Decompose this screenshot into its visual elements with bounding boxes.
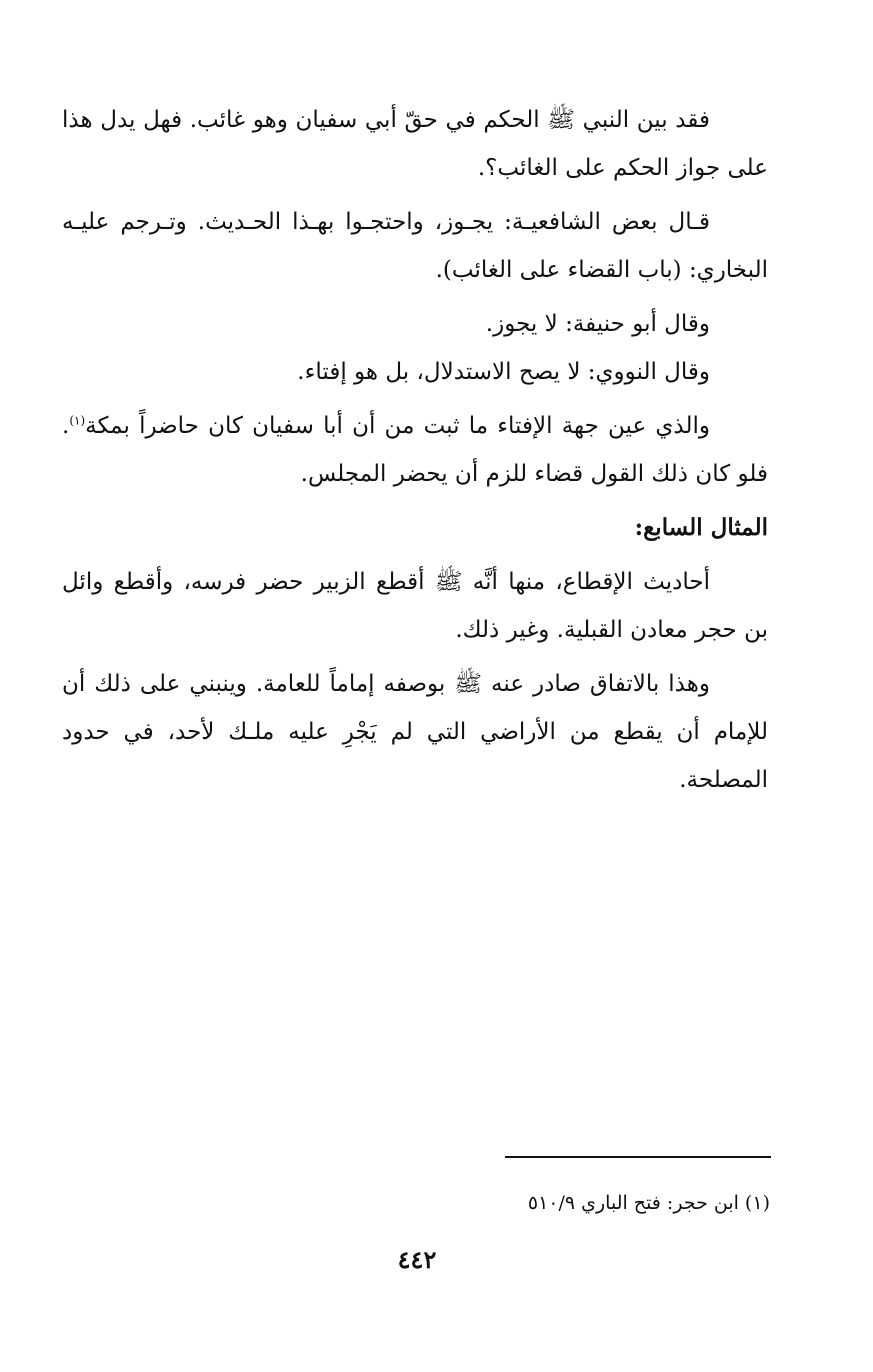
footnote: (١) ابن حجر: فتح الباري ٥١٠/٩ [527,1192,770,1214]
paragraph-2: قـال بعض الشافعيـة: يجـوز، واحتجـوا بهـذا الحـديث. وتـرجم عليـه البخاري: (باب القضاء على الغائب). [62,209,768,283]
paragraph-5-text-end: . فلو كان ذلك القول قضاء للزم أن يحضر المجلس. [62,413,768,487]
page-number: ٤٤٢ [397,1245,437,1274]
paragraph-4: وقال النووي: لا يصح الاستدلال، بل هو إفتاء. [297,359,710,385]
paragraph-3: وقال أبو حنيفة: لا يجوز. [485,311,710,337]
footnote-reference[interactable]: (١) [69,413,86,428]
paragraph-6: أحاديث الإقطاع، منها أنَّه ﷺ أقطع الزبير حضر فرسه، وأقطع وائل بن حجر معادن القبلية. وغير ذلك. [62,569,768,643]
paragraph-5-text-start: والذي عين جهة الإفتاء ما ثبت من أن أبا سفيان كان حاضراً بمكة [85,413,710,439]
page-body [62,96,768,804]
paragraph-1: فقد بين النبي ﷺ الحكم في حقّ أبي سفيان وهو غائب. فهل يدل هذا على جواز الحكم على الغائب؟. [62,107,768,181]
paragraph-7: وهذا بالاتفاق صادر عنه ﷺ بوصفه إماماً للعامة. وينبني على ذلك أن للإمام أن يقطع من الأراضي التي لم يَجْرِ عليه ملـك لأحد، في حدود المصلحة. [62,671,768,793]
paragraph-5 [62,402,768,498]
section-heading: المثال السابع: [634,514,768,541]
footnote-divider [505,1156,771,1158]
